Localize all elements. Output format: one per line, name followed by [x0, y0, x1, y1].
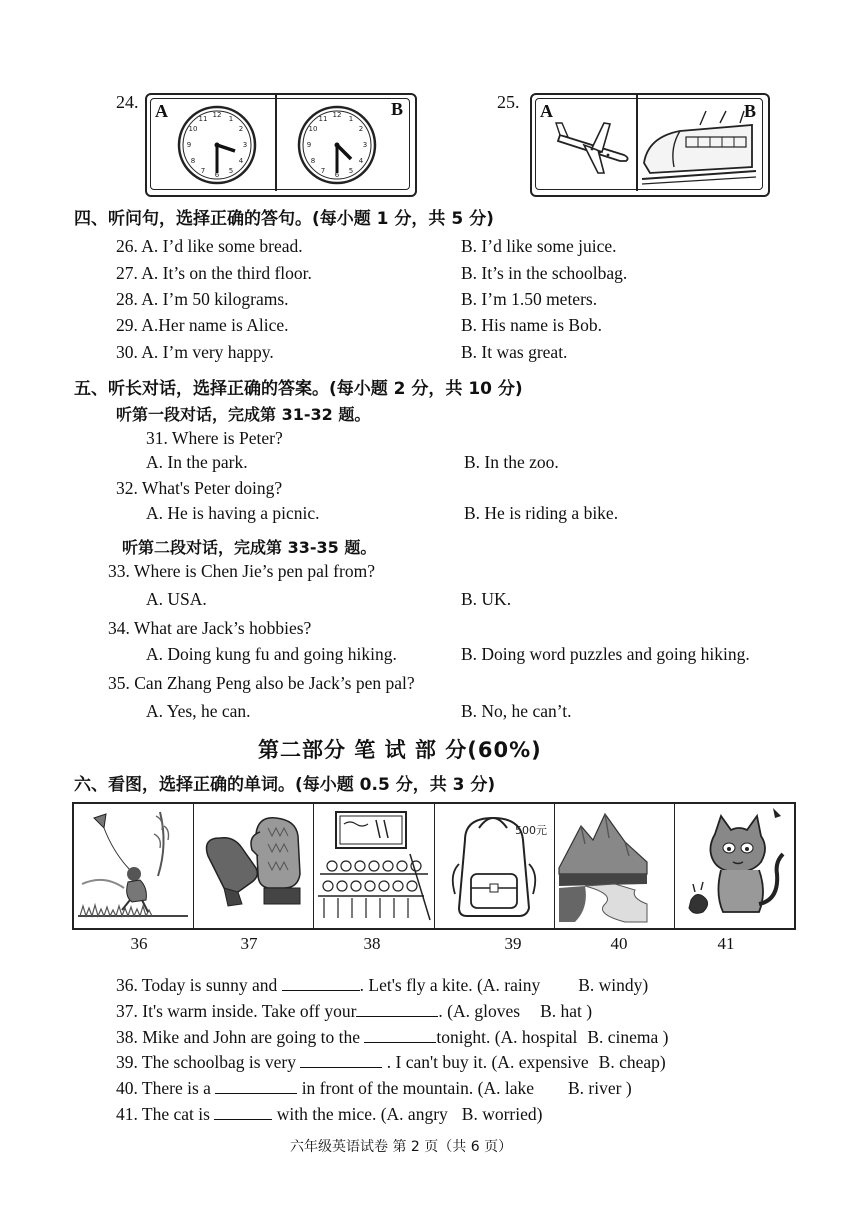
q39-option-b: B. cheap) [598, 1052, 666, 1072]
svg-text:7: 7 [200, 167, 206, 175]
q41-line [116, 1104, 542, 1125]
q40-line [116, 1078, 632, 1099]
q39-blank[interactable] [300, 1053, 382, 1068]
picture-label-40: 40 [610, 934, 628, 953]
svg-text:10: 10 [188, 125, 198, 133]
picture-37 [194, 804, 314, 928]
svg-text:9: 9 [306, 141, 312, 149]
svg-text:8: 8 [310, 157, 316, 165]
q35-option-a: A. Yes, he can. [146, 701, 251, 721]
q41-text-before: 41. The cat is [116, 1104, 215, 1124]
q25-option-b-letter: B [744, 101, 757, 121]
price-tag: 500元 [514, 824, 547, 837]
picture-label-39: 39 [504, 934, 522, 953]
schoolbag-icon [435, 804, 555, 924]
q39-text-before: 39. The schoolbag is very [116, 1052, 301, 1072]
svg-text:11: 11 [198, 115, 208, 123]
q39-text-after: . I can't buy it. (A. expensive [382, 1052, 589, 1072]
svg-text:8: 8 [190, 157, 196, 165]
mountain-river-icon [555, 804, 651, 924]
page-footer: 六年级英语试卷 第 2 页（共 6 页） [290, 1139, 513, 1155]
q37-text-before: 37. It's warm inside. Take off your [116, 1001, 357, 1021]
part2-heading: 第二部分 笔 试 部 分(60%) [258, 738, 542, 762]
picture-41 [675, 804, 794, 928]
q31-option-b: B. In the zoo. [464, 452, 559, 472]
picture-36 [74, 804, 194, 928]
q27-option-a: 27. A. It’s on the third floor. [116, 263, 312, 283]
q25-number: 25. [497, 92, 520, 112]
q32-option-b: B. He is riding a bike. [464, 503, 619, 523]
svg-text:1: 1 [348, 115, 354, 123]
q41-blank[interactable] [214, 1105, 272, 1120]
q37-line [116, 1001, 592, 1022]
cat-icon [675, 804, 794, 924]
svg-text:6: 6 [214, 171, 220, 179]
q36-text-before: 36. Today is sunny and [116, 975, 282, 995]
q25-option-a-letter: A [540, 101, 553, 121]
svg-text:4: 4 [238, 157, 244, 165]
svg-text:5: 5 [348, 167, 354, 175]
q37-text-after: . (A. gloves [438, 1001, 521, 1021]
q32-question: 32. What's Peter doing? [116, 478, 283, 498]
picture-39 [435, 804, 555, 928]
q35-question: 35. Can Zhang Peng also be Jack’s pen pal? [108, 673, 415, 693]
q30-option-a: 30. A. I’m very happy. [116, 342, 274, 362]
section4-title: 四、听问句，选择正确的答句。(每小题 1 分，共 5 分) [74, 209, 494, 229]
picture-strip [72, 802, 796, 930]
section6-title: 六、看图，选择正确的单词。(每小题 0.5 分，共 3 分) [74, 775, 496, 795]
svg-text:12: 12 [212, 111, 222, 119]
picture-38 [314, 804, 434, 928]
q25-picture-frame [530, 93, 770, 197]
q38-text-before: 38. Mike and John are going to the [116, 1027, 365, 1047]
q28-option-b: B. I’m 1.50 meters. [461, 289, 598, 309]
svg-text:6: 6 [334, 171, 340, 179]
svg-text:2: 2 [358, 125, 364, 133]
q38-blank[interactable] [364, 1028, 436, 1043]
svg-text:7: 7 [320, 167, 326, 175]
q39-line [116, 1052, 666, 1073]
svg-text:1: 1 [228, 115, 234, 123]
q24-picture-frame [145, 93, 417, 197]
picture-label-41: 41 [717, 934, 735, 953]
q29-option-a: 29. A.Her name is Alice. [116, 315, 289, 335]
svg-text:4: 4 [358, 157, 364, 165]
q31-option-a: A. In the park. [146, 452, 248, 472]
q40-option-b: B. river ) [568, 1078, 632, 1098]
q36-blank[interactable] [282, 976, 360, 991]
cinema-icon [314, 804, 434, 924]
q29-option-b: B. His name is Bob. [461, 315, 602, 335]
q24-option-b-letter: B [391, 99, 404, 119]
svg-text:11: 11 [318, 115, 328, 123]
svg-text:9: 9 [186, 141, 192, 149]
q26-option-a: 26. A. I’d like some bread. [116, 236, 303, 256]
q36-option-b: B. windy) [578, 975, 649, 995]
picture-label-38: 38 [363, 934, 381, 953]
q37-option-b: B. hat ) [540, 1001, 593, 1021]
gloves-icon [194, 804, 314, 924]
q30-option-b: B. It was great. [461, 342, 568, 362]
svg-text:12: 12 [332, 111, 342, 119]
q38-text-after: tonight. (A. hospital [436, 1027, 578, 1047]
q41-option-b: B. worried) [461, 1104, 543, 1124]
clock-b-icon [295, 103, 379, 187]
svg-text:5: 5 [228, 167, 234, 175]
svg-text:3: 3 [362, 141, 368, 149]
q26-option-b: B. I’d like some juice. [461, 236, 617, 256]
q34-option-a: A. Doing kung fu and going hiking. [146, 644, 397, 664]
svg-text:10: 10 [308, 125, 318, 133]
q31-question: 31. Where is Peter? [146, 428, 283, 448]
kite-flying-icon [74, 804, 192, 924]
q35-option-b: B. No, he can’t. [461, 701, 572, 721]
svg-text:3: 3 [242, 141, 248, 149]
q24-option-a-letter: A [155, 101, 168, 121]
clock-a-icon [175, 103, 259, 187]
q28-option-a: 28. A. I’m 50 kilograms. [116, 289, 289, 309]
q37-blank[interactable] [356, 1002, 438, 1017]
section5-title: 五、听长对话，选择正确的答案。(每小题 2 分，共 10 分) [74, 379, 523, 399]
q40-text-after: in front of the mountain. (A. lake [297, 1078, 534, 1098]
q34-question: 34. What are Jack’s hobbies? [108, 618, 312, 638]
q36-text-after: . Let's fly a kite. (A. rainy [359, 975, 541, 995]
q33-option-b: B. UK. [461, 589, 512, 609]
train-icon [640, 107, 758, 187]
q38-option-b: B. cinema ) [587, 1027, 669, 1047]
airplane-icon [554, 115, 634, 181]
q32-option-a: A. He is having a picnic. [146, 503, 320, 523]
picture-40 [555, 804, 675, 928]
picture-label-37: 37 [240, 934, 258, 953]
q40-text-before: 40. There is a [116, 1078, 216, 1098]
q41-text-after: with the mice. (A. angry [272, 1104, 448, 1124]
q36-line [116, 975, 648, 996]
q34-option-b: B. Doing word puzzles and going hiking. [461, 644, 750, 664]
q38-line [116, 1027, 668, 1048]
section5-part1-instruction: 听第一段对话，完成第 31-32 题。 [116, 405, 371, 424]
svg-text:2: 2 [238, 125, 244, 133]
picture-label-36: 36 [130, 934, 148, 953]
q33-question: 33. Where is Chen Jie’s pen pal from? [108, 561, 375, 581]
q24-number: 24. [116, 92, 139, 112]
section5-part2-instruction: 听第二段对话，完成第 33-35 题。 [122, 538, 377, 557]
q27-option-b: B. It’s in the schoolbag. [461, 263, 628, 283]
q33-option-a: A. USA. [146, 589, 207, 609]
q40-blank[interactable] [215, 1079, 297, 1094]
